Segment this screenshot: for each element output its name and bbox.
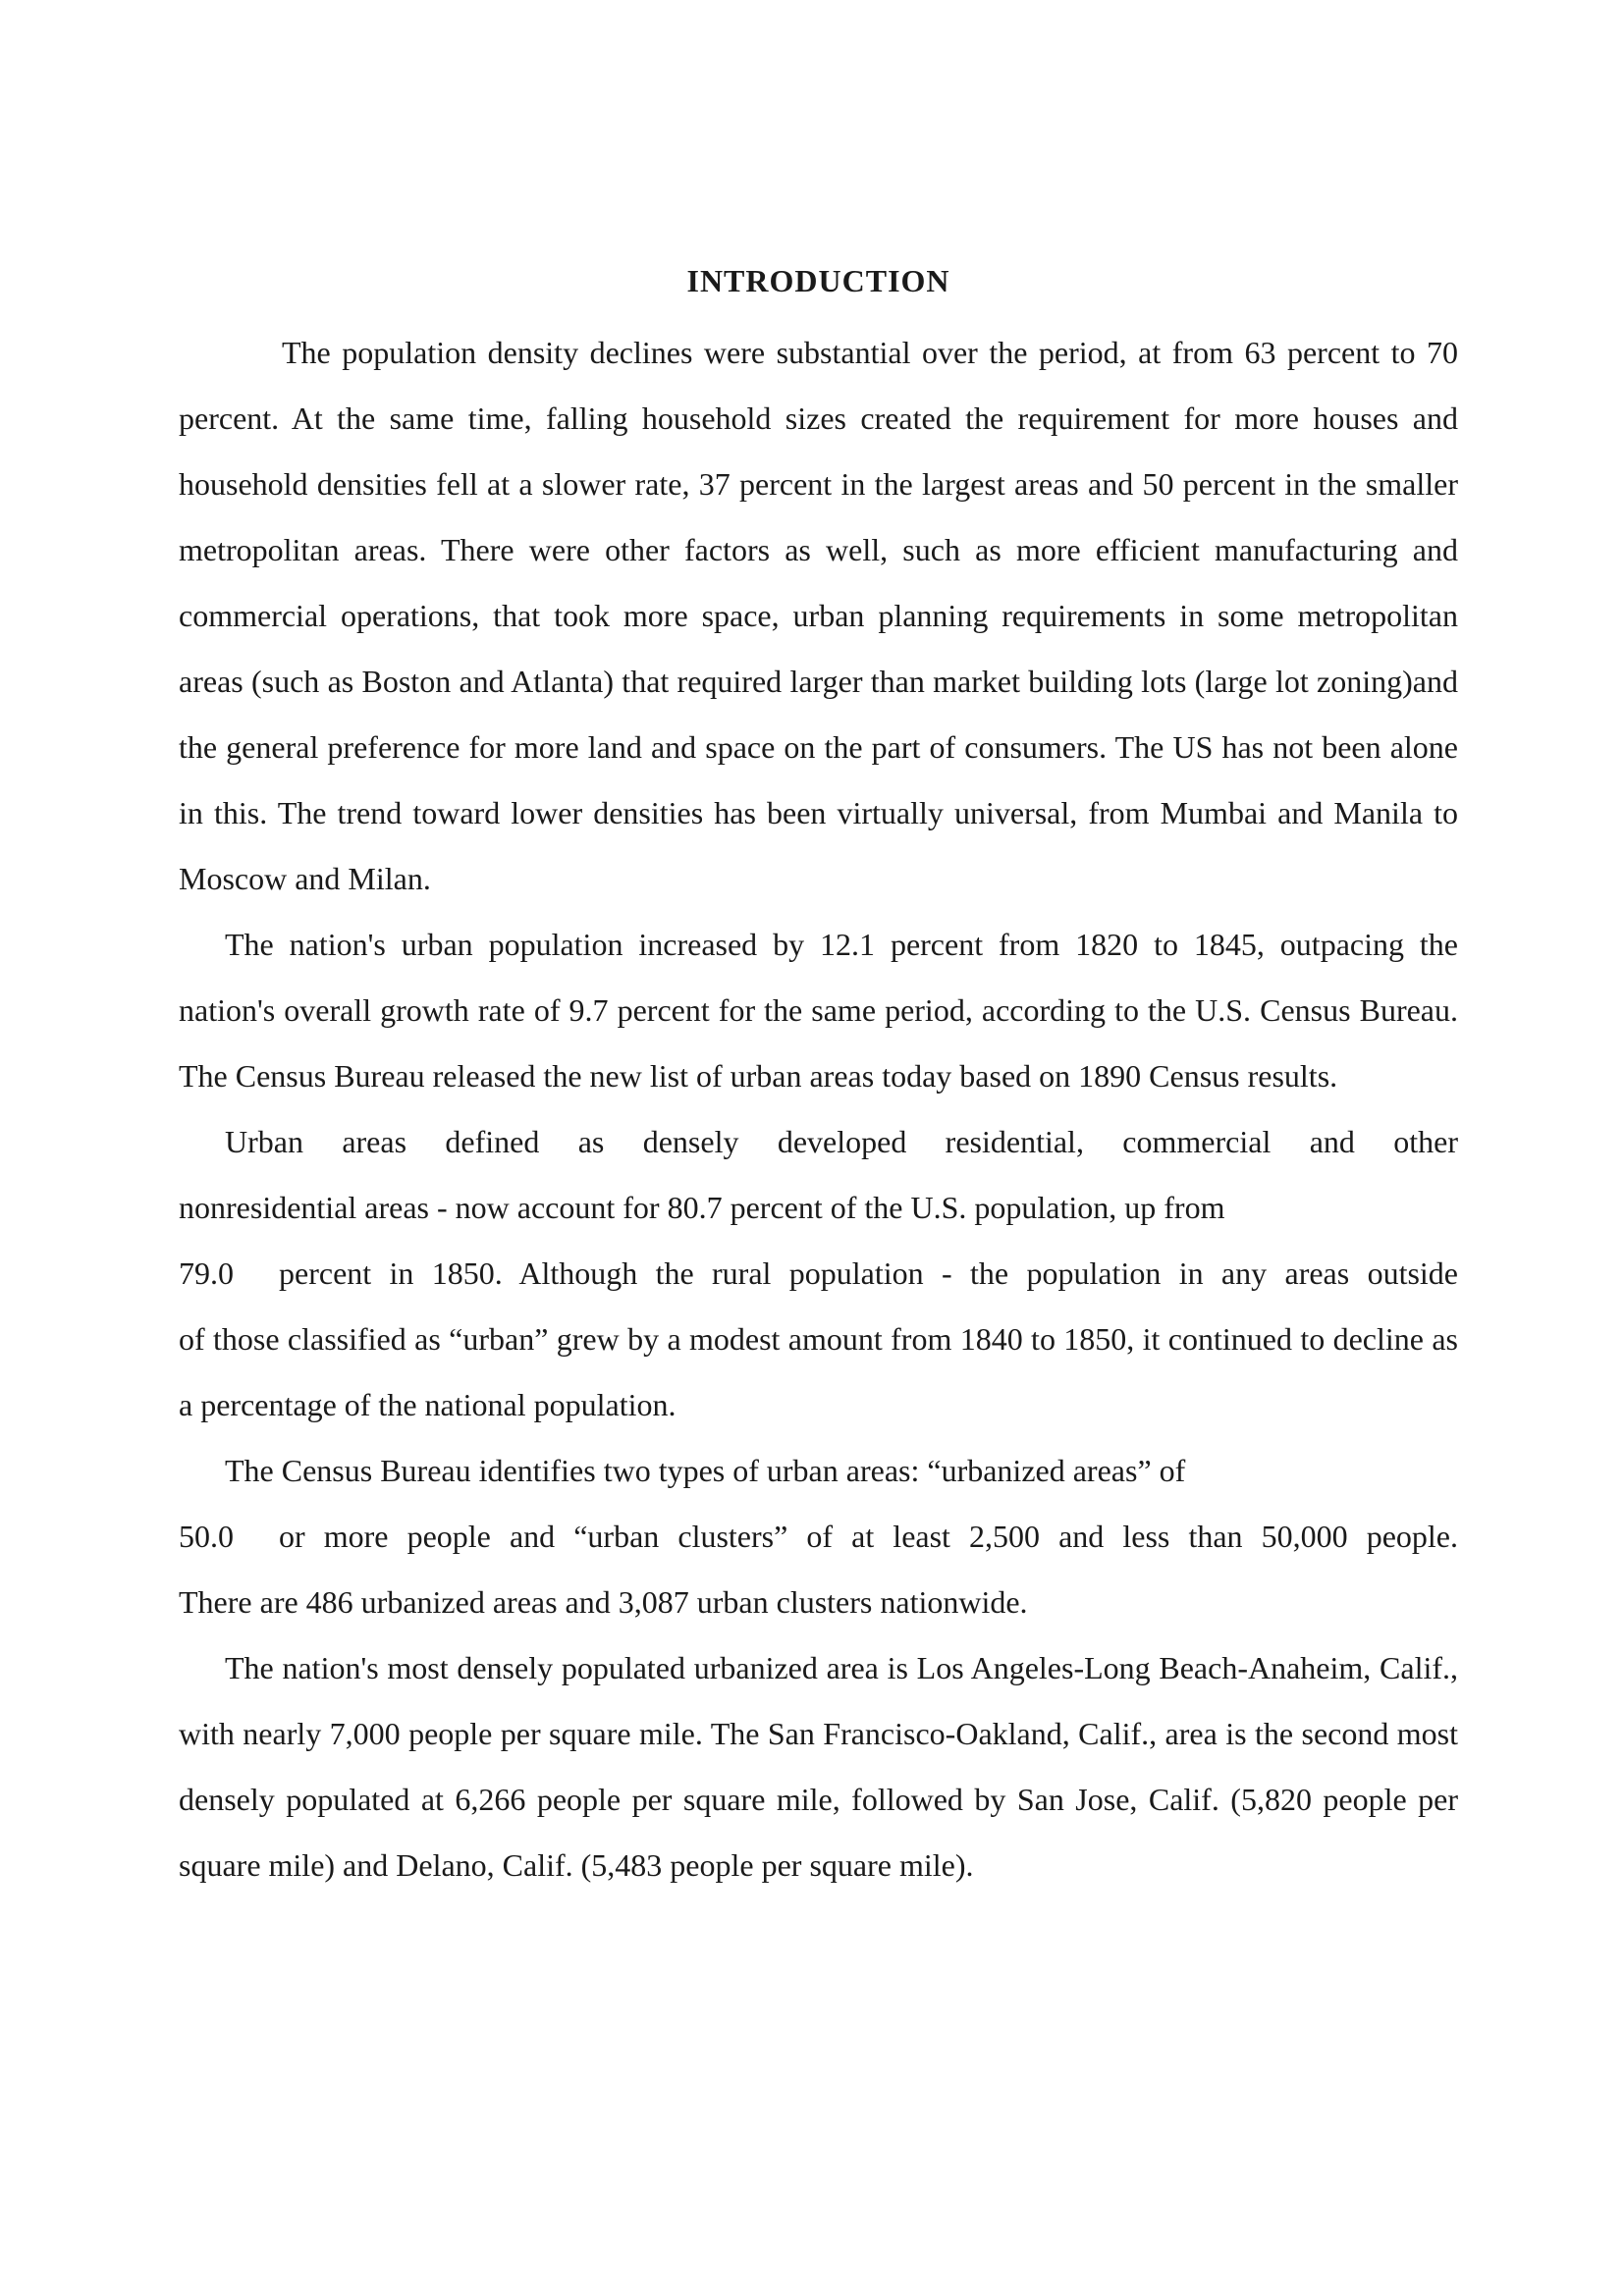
population-value: 50.0 — [179, 1519, 234, 1554]
paragraph-urban-types-line-2 — [179, 1504, 1458, 1570]
paragraph-urban-areas — [179, 1109, 1458, 1438]
paragraph-urban-types — [179, 1438, 1458, 1635]
paragraph-urban-types-line-2-text: or more people and “urban clusters” of at least 2,500 and less than 50,000 people. — [279, 1519, 1458, 1554]
paragraph-densest-areas: The nation's most densely populated urbanized area is Los Angeles-Long Beach-Anaheim, Calif., with nearly 7,000 people per square mile. The San Francisco-Oakland, Calif., area is the second most densely populated at 6,266 people per square mile, followed by San Jose, Calif. (5,820 people per square mile) and Delano, Calif. (5,483 people per square mile). — [179, 1650, 1458, 1883]
paragraph-urban-areas-line-3-text: percent in 1850. Although the rural population - the population in any areas outside — [279, 1255, 1458, 1291]
paragraph-urban-population: The nation's urban population increased by 12.1 percent from 1820 to 1845, outpacing the nation's overall growth rate of 9.7 percent for the same period, according to the U.S. Census Bureau. The Census Bureau released the new list of urban areas today based on 1890 Census results. — [179, 927, 1458, 1094]
paragraph-urban-areas-line-3 — [179, 1241, 1458, 1307]
paragraph-urban-types-rest: There are 486 urbanized areas and 3,087 urban clusters nationwide. — [179, 1584, 1028, 1620]
paragraph-urban-areas-line-1: Urban areas defined as densely developed residential, commercial and other — [225, 1124, 1458, 1159]
document-body — [179, 257, 1458, 1898]
paragraph-urban-areas-rest: of those classified as “urban” grew by a modest amount from 1840 to 1850, it continued to decline as a percentage of the national population. — [179, 1321, 1458, 1422]
paragraph-urban-areas-line-2: nonresidential areas - now account for 80.7 percent of the U.S. population, up from — [179, 1190, 1225, 1225]
paragraph-urban-types-line-1: The Census Bureau identifies two types of urban areas: “urbanized areas” of — [225, 1453, 1186, 1488]
paragraph-density-declines: The population density declines were substantial over the period, at from 63 percent to 70 percent. At the same time, falling household sizes created the requirement for more houses and household densities fell at a slower rate, 37 percent in the largest areas and 50 percent in the smaller metropolitan areas. There were other factors as well, such as more efficient manufacturing and commercial operations, that took more space, urban planning requirements in some metropolitan areas (such as Boston and Atlanta) that required larger than market building lots (large lot zoning)and the general preference for more land and space on the part of consumers. The US has not been alone in this. The trend toward lower densities has been virtually universal, from Mumbai and Manila to Moscow and Milan. — [179, 335, 1458, 896]
percent-value: 79.0 — [179, 1255, 234, 1291]
page-title: INTRODUCTION — [686, 263, 950, 298]
